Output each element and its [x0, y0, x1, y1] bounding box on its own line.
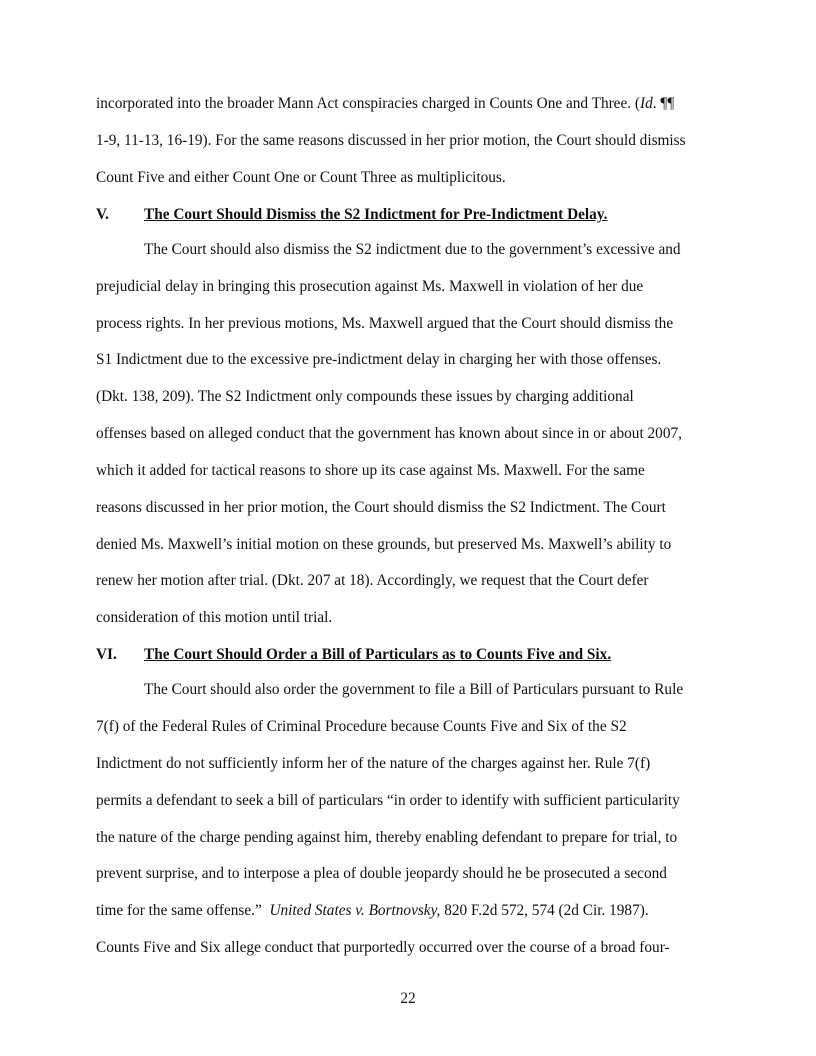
paragraph-line: [96, 95, 674, 113]
paragraph-line: permits a defendant to seek a bill of particulars “in order to identify with sufficient particularity: [96, 792, 680, 809]
text-run: time for the same offense.”: [96, 902, 270, 919]
text-run: incorporated into the broader Mann Act conspiracies charged in Counts One and Three. (: [96, 95, 641, 112]
citation-italic: Id: [640, 95, 653, 112]
paragraph-line: 1-9, 11-13, 16-19). For the same reasons discussed in her prior motion, the Court should dismiss: [96, 132, 686, 149]
paragraph-line: (Dkt. 138, 209). The S2 Indictment only compounds these issues by charging additional: [96, 388, 634, 405]
paragraph-line: offenses based on alleged conduct that the government has known about since in or about 2007,: [96, 425, 682, 442]
paragraph-line: prevent surprise, and to interpose a plea of double jeopardy should he be prosecuted a second: [96, 865, 667, 882]
paragraph-line: which it added for tactical reasons to shore up its case against Ms. Maxwell. For the same: [96, 462, 645, 479]
paragraph-line: consideration of this motion until trial.: [96, 609, 333, 626]
paragraph-line: Indictment do not sufficiently inform her of the nature of the charges against her. Rule 7(f): [96, 755, 651, 772]
paragraph-line: The Court should also order the government to file a Bill of Particulars pursuant to Rule: [144, 681, 684, 698]
paragraph-line: Count Five and either Count One or Count Three as multiplicitous.: [96, 169, 506, 186]
section-v-number: V.: [96, 206, 109, 223]
paragraph-line: S1 Indictment due to the excessive pre-indictment delay in charging her with those offenses.: [96, 351, 662, 368]
paragraph-line: 7(f) of the Federal Rules of Criminal Procedure because Counts Five and Six of the S2: [96, 718, 627, 735]
section-vi-number: VI.: [96, 646, 117, 663]
paragraph-line: denied Ms. Maxwell’s initial motion on these grounds, but preserved Ms. Maxwell’s ability to: [96, 536, 672, 553]
paragraph-line: [96, 902, 649, 920]
text-run: . ¶¶: [652, 95, 675, 112]
paragraph-line: renew her motion after trial. (Dkt. 207 at 18). Accordingly, we request that the Court defer: [96, 572, 649, 589]
paragraph-line: The Court should also dismiss the S2 indictment due to the government’s excessive and: [144, 241, 681, 258]
paragraph-line: the nature of the charge pending against him, thereby enabling defendant to prepare for trial, to: [96, 829, 678, 846]
paragraph-line: prejudicial delay in bringing this prosecution against Ms. Maxwell in violation of her due: [96, 278, 644, 295]
section-vi-title: The Court Should Order a Bill of Particulars as to Counts Five and Six.: [144, 646, 612, 663]
case-citation-italic: United States v. Bortnovsky,: [269, 902, 441, 919]
page-number: 22: [400, 990, 416, 1007]
paragraph-line: process rights. In her previous motions, Ms. Maxwell argued that the Court should dismiss the: [96, 315, 674, 332]
text-run: 820 F.2d 572, 574 (2d Cir. 1987).: [440, 902, 649, 919]
paragraph-line: reasons discussed in her prior motion, the Court should dismiss the S2 Indictment. The Court: [96, 499, 666, 516]
section-v-title: The Court Should Dismiss the S2 Indictment for Pre-Indictment Delay.: [144, 206, 608, 223]
paragraph-line: Counts Five and Six allege conduct that purportedly occurred over the course of a broad four-: [96, 939, 670, 956]
